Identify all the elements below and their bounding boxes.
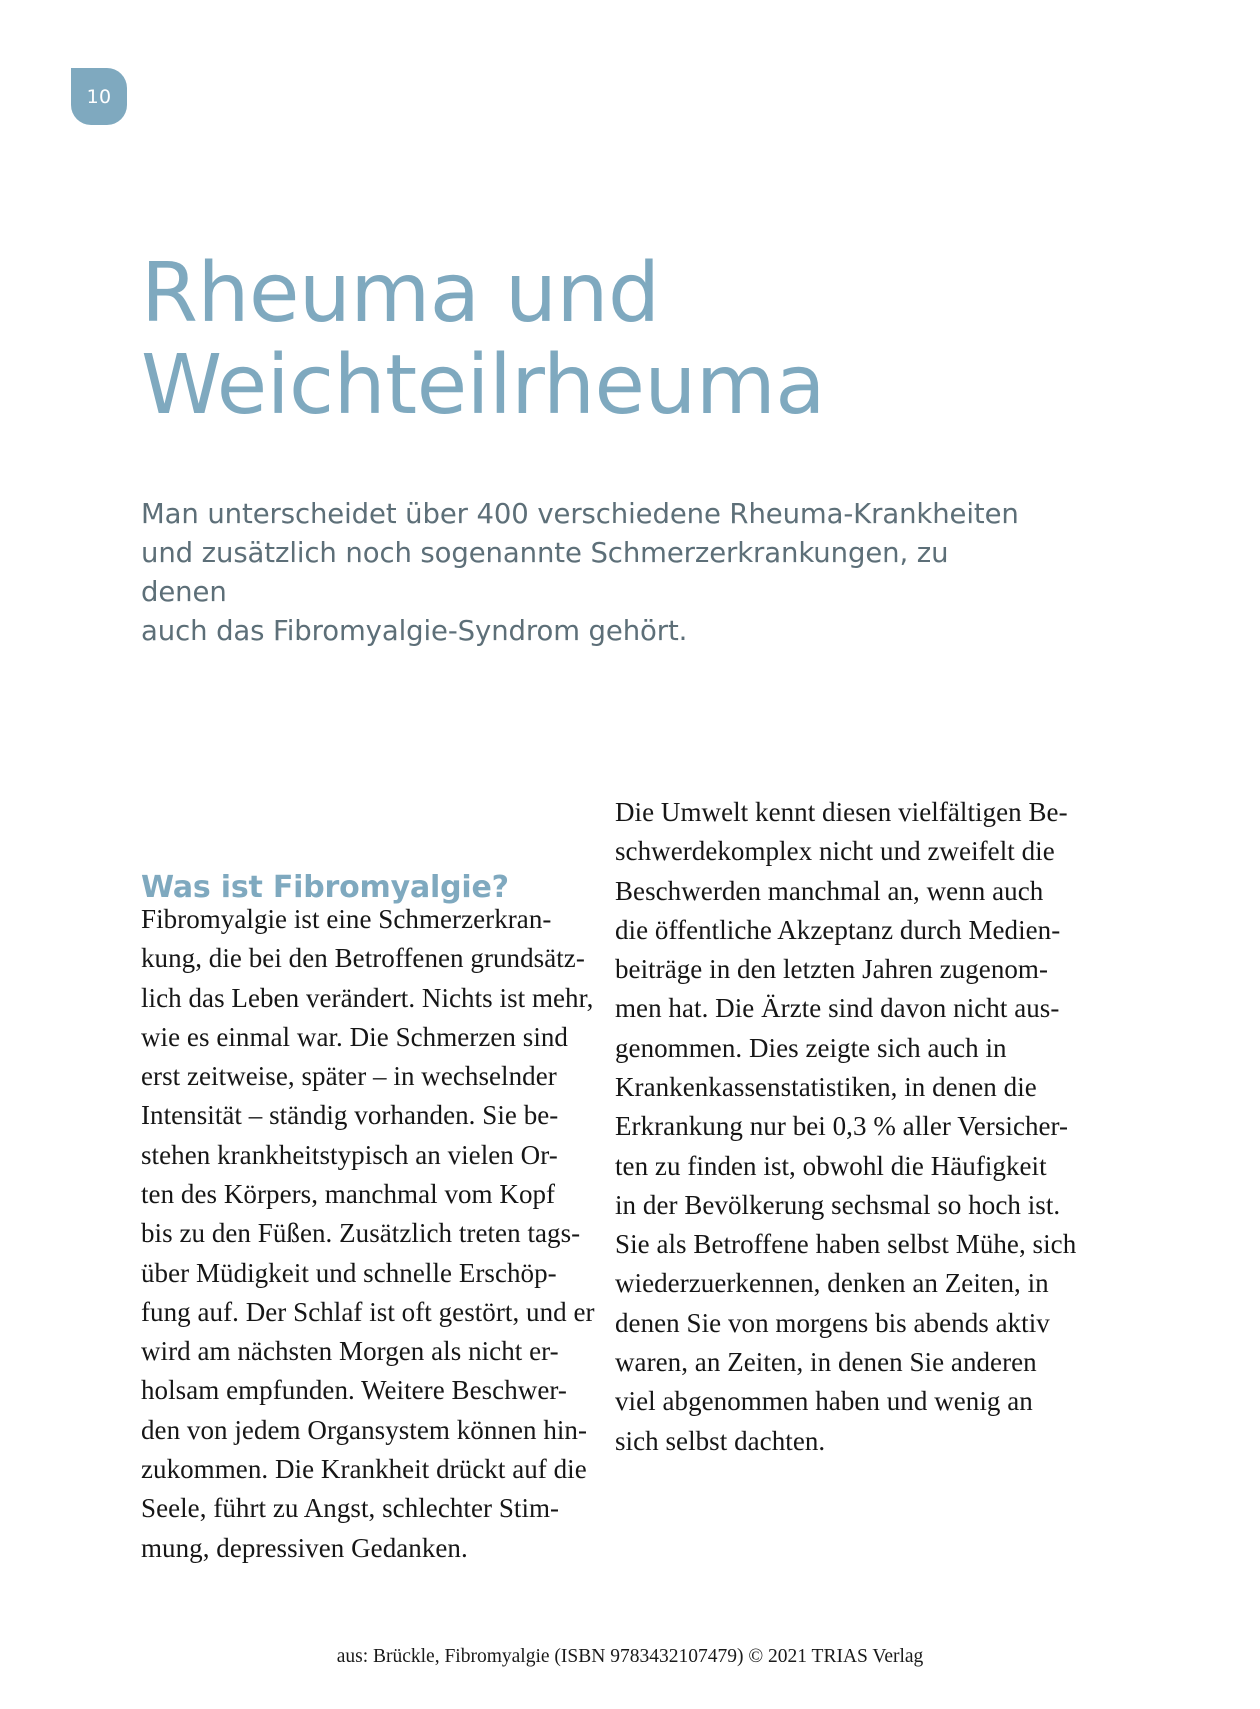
footer-attribution: aus: Brückle, Fibromyalgie (ISBN 9783432107479) © 2021 TRIAS Verlag — [336, 1646, 924, 1667]
body-line: beiträge in den letzten Jahren zugenom- — [615, 954, 1049, 985]
body-line: holsam empfunden. Weitere Beschwer- — [141, 1375, 567, 1406]
body-line: Die Umwelt kennt diesen vielfältigen Be- — [615, 797, 1068, 827]
body-line: waren, an Zeiten, in denen Sie anderen — [615, 1346, 1037, 1377]
body-paragraph-right — [615, 793, 1077, 1461]
body-line: zukommen. Die Krankheit drückt auf die — [141, 1453, 587, 1484]
chapter-title-line-1: Rheuma und — [141, 245, 660, 341]
body-line: Fibromyalgie ist eine Schmerzerkran- — [141, 904, 552, 934]
body-column-left — [141, 900, 595, 1568]
body-line: wird am nächsten Morgen als nicht er- — [141, 1336, 559, 1367]
page-number-label: 10 — [86, 85, 112, 108]
body-line: bis zu den Füßen. Zusätzlich treten tags- — [141, 1218, 581, 1249]
body-line: mung, depressiven Gedanken. — [141, 1532, 468, 1563]
body-line: Erkrankung nur bei 0,3 % aller Versicher- — [615, 1111, 1069, 1142]
body-line: viel abgenommen haben und wenig an — [615, 1386, 1033, 1417]
chapter-intro-line-3: auch das Fibromyalgie-Syndrom gehört. — [141, 615, 688, 648]
body-line: ten des Körpers, manchmal vom Kopf — [141, 1178, 556, 1209]
chapter-intro — [141, 495, 1041, 651]
body-line: kung, die bei den Betroffenen grundsätz- — [141, 943, 585, 974]
body-line: den von jedem Organsystem können hin- — [141, 1414, 588, 1445]
chapter-intro-line-2: und zusätzlich noch sogenannte Schmerzerkrankungen, zu denen — [141, 537, 949, 609]
body-line: denen Sie von morgens bis abends aktiv — [615, 1307, 1050, 1338]
page-number-badge — [71, 68, 127, 125]
body-line: Intensität – ständig vorhanden. Sie be- — [141, 1100, 559, 1131]
body-line: schwerdekomplex nicht und zweifelt die — [615, 836, 1055, 867]
body-line: sich selbst dachten. — [615, 1425, 826, 1456]
body-line: fung auf. Der Schlaf ist oft gestört, und er — [141, 1296, 595, 1327]
body-line: stehen krankheitstypisch an vielen Or- — [141, 1139, 558, 1170]
body-line: wie es einmal war. Die Schmerzen sind — [141, 1021, 568, 1052]
body-line: Beschwerden manchmal an, wenn auch — [615, 875, 1044, 906]
body-line: Seele, führt zu Angst, schlechter Stim- — [141, 1493, 560, 1524]
body-line: Krankenkassenstatistiken, in denen die — [615, 1071, 1037, 1102]
chapter-title — [141, 245, 1021, 433]
body-line: ten zu finden ist, obwohl die Häufigkeit — [615, 1150, 1047, 1181]
body-line: genommen. Dies zeigte sich auch in — [615, 1032, 1007, 1063]
body-line: über Müdigkeit und schnelle Erschöp- — [141, 1257, 557, 1288]
body-line: lich das Leben verändert. Nichts ist mehr, — [141, 982, 594, 1013]
body-line: erst zeitweise, später – in wechselnder — [141, 1061, 557, 1092]
body-line: Sie als Betroffene haben selbst Mühe, sich — [615, 1229, 1077, 1260]
section-heading: Was ist Fibromyalgie? — [141, 869, 509, 905]
chapter-title-line-2: Weichteilrheuma — [141, 337, 826, 433]
body-paragraph-left — [141, 900, 595, 1568]
body-line: men hat. Die Ärzte sind davon nicht aus- — [615, 993, 1060, 1024]
body-line: in der Bevölkerung sechsmal so hoch ist. — [615, 1189, 1061, 1220]
chapter-intro-line-1: Man unterscheidet über 400 verschiedene Rheuma-Krankheiten — [141, 498, 1019, 530]
body-column-right — [615, 793, 1077, 1461]
body-line: wiederzuerkennen, denken an Zeiten, in — [615, 1268, 1049, 1299]
body-line: die öffentliche Akzeptanz durch Medien- — [615, 914, 1061, 945]
